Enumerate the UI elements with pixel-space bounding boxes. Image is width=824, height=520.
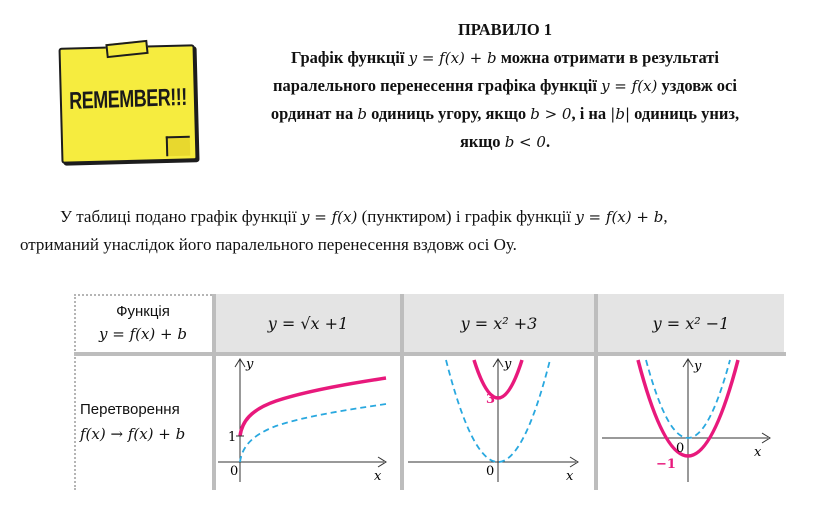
origin-label: 0 <box>676 441 685 456</box>
graph-cell-parabola-down <box>598 356 784 486</box>
tick-label: −1 <box>656 457 676 472</box>
tick-label: 1 <box>228 430 237 445</box>
y-label: y <box>694 359 702 374</box>
row-header-transformation: Перетворення f(x) → f(x) + b <box>80 401 186 443</box>
graph-cell-parabola-up <box>404 356 594 486</box>
transformation-table <box>74 294 786 490</box>
dashed-curve <box>240 404 386 462</box>
sticky-note-fold <box>166 136 191 157</box>
origin-label: 0 <box>230 464 239 479</box>
tick-label: 3 <box>486 392 496 407</box>
y-label: y <box>246 357 254 372</box>
rule-title: ПРАВИЛО 1 <box>457 20 553 39</box>
graph-parabola-up <box>404 356 594 486</box>
rule-block <box>220 16 790 156</box>
remember-sticky-note <box>54 42 196 162</box>
rule-text: Графік функції y = f(x) + b можна отримати в результаті паралельного перенесення графіка функції y = f(x) уздовж осі ординат на b одиниць угору, якщо b > 0, і на |b| одиниць униз, якщо b < 0. <box>270 48 740 151</box>
header-col-parabola-down: y = x² −1 <box>598 294 784 352</box>
y-label: y <box>504 357 512 372</box>
row-header-function: Функція y = f(x) + b <box>98 303 187 343</box>
x-label: x <box>374 469 382 484</box>
remember-label: REMEMBER!!! <box>68 83 187 115</box>
graph-parabola-down <box>598 356 784 486</box>
intro-paragraph: У таблиці подано графік функції y = f(x) (пунктиром) і графік функції y = f(x) + b, отриманий унаслідок його паралельного перенесення вздовж осі Оу. <box>20 207 668 254</box>
graph-sqrt <box>216 356 400 486</box>
x-label: x <box>566 469 574 484</box>
header-col-sqrt: y = √x +1 <box>216 294 400 352</box>
x-label: x <box>754 445 762 460</box>
header-col-parabola-up: y = x² +3 <box>404 294 594 352</box>
origin-label: 0 <box>486 464 495 479</box>
graph-cell-sqrt <box>216 356 400 486</box>
